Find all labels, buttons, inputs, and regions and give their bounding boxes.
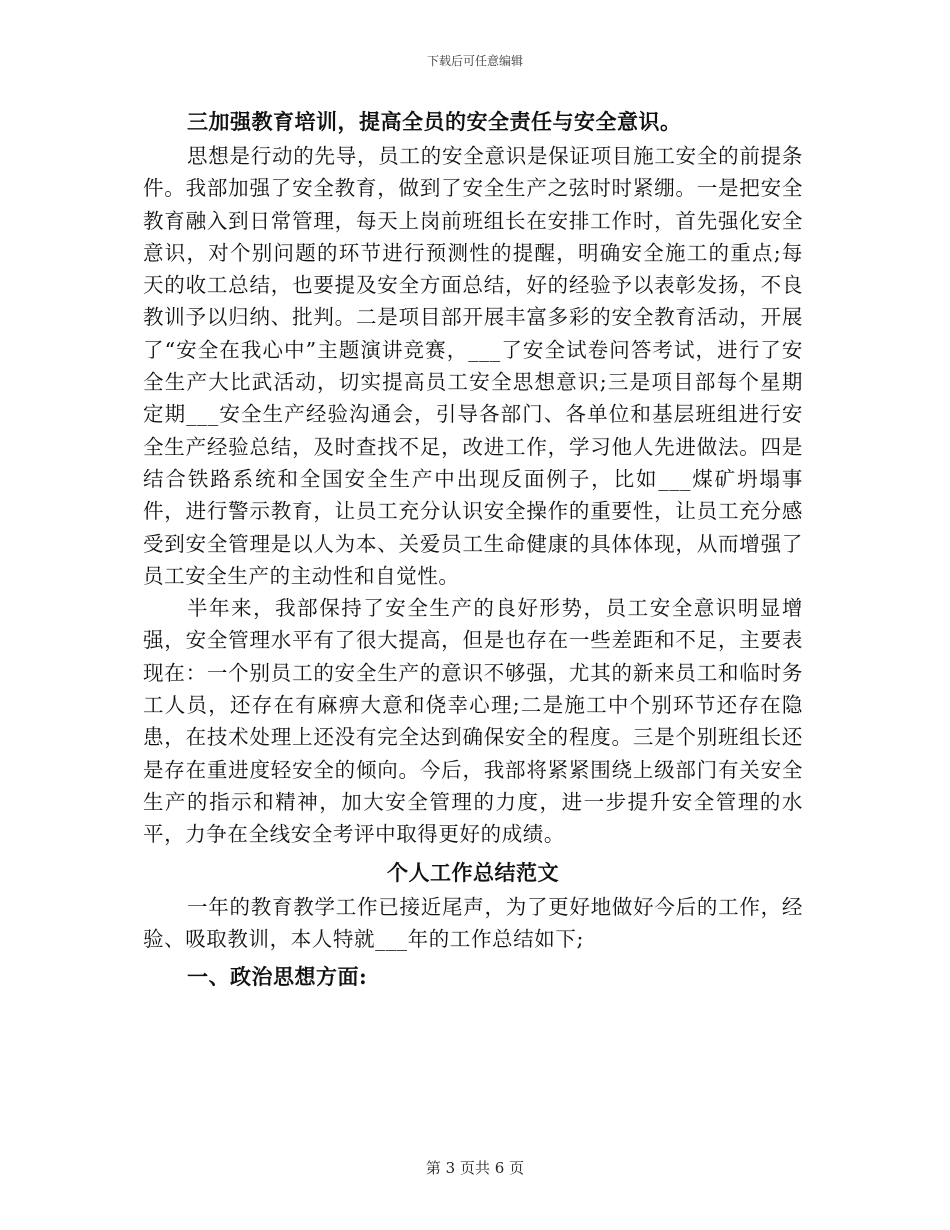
body-paragraph-2: 半年来，我部保持了安全生产的良好形势，员工安全意识明显增强，安全管理水平有了很大提高，但是也存在一些差距和不足，主要表现在：一个别员工的安全生产的意识不够强，尤其的新来员工和临时务工人员，还存在有麻痹大意和侥幸心理;二是施工中个别环节还存在隐患，在技术处理上还没有完全达到确保安全的程度。三是个别班组长还是存在重进度轻安全的倾向。今后，我部将紧紧围绕上级部门有关安全生产的指示和精神，加大安全管理的力度，进一步提升安全管理的水平，力争在全线安全考评中取得更好的成绩。 — [143, 596, 803, 847]
page-number: 第 3 页共 6 页 — [425, 1159, 525, 1177]
body-paragraph-1: 思想是行动的先导，员工的安全意识是保证项目施工安全的前提条件。我部加强了安全教育，做到了安全生产之弦时时紧绷。一是把安全教育融入到日常管理，每天上岗前班组长在安排工作时，首先强化安全意识，对个别问题的环节进行预测性的提醒，明确安全施工的重点;每天的收工总结，也要提及安全方面总结，好的经验予以表彰发扬，不良教训予以归纳、批判。二是项目部开展丰富多彩的安全教育活动，开展了“安全在我心中”主题演讲竞赛，___了安全试卷问答考试，进行了安全生产大比武活动，切实提高员工安全思想意识;三是项目部每个星期定期___安全生产经验沟通会，引导各部门、各单位和基层班组进行安全生产经验总结，及时查找不足，改进工作，学习他人先进做法。四是结合铁路系统和全国安全生产中出现反面例子，比如___煤矿坍塌事件，进行警示教育，让员工充分认识安全操作的重要性，让员工充分感受到安全管理是以人为本、关爱员工生命健康的具体体现，从而增强了员工安全生产的主动性和自觉性。 — [143, 144, 803, 588]
section-heading: 三加强教育培训，提高全员的安全责任与安全意识。 — [187, 109, 682, 134]
article-title: 个人工作总结范文 — [387, 859, 559, 885]
subsection-heading: 一、政治思想方面: — [187, 964, 368, 990]
page-header: 下载后可任意编辑 — [426, 54, 523, 68]
intro-paragraph: 一年的教育教学工作已接近尾声，为了更好地做好今后的工作，经验、吸取教训，本人特就___年的工作总结如下; — [143, 894, 803, 951]
document-body — [143, 100, 803, 995]
